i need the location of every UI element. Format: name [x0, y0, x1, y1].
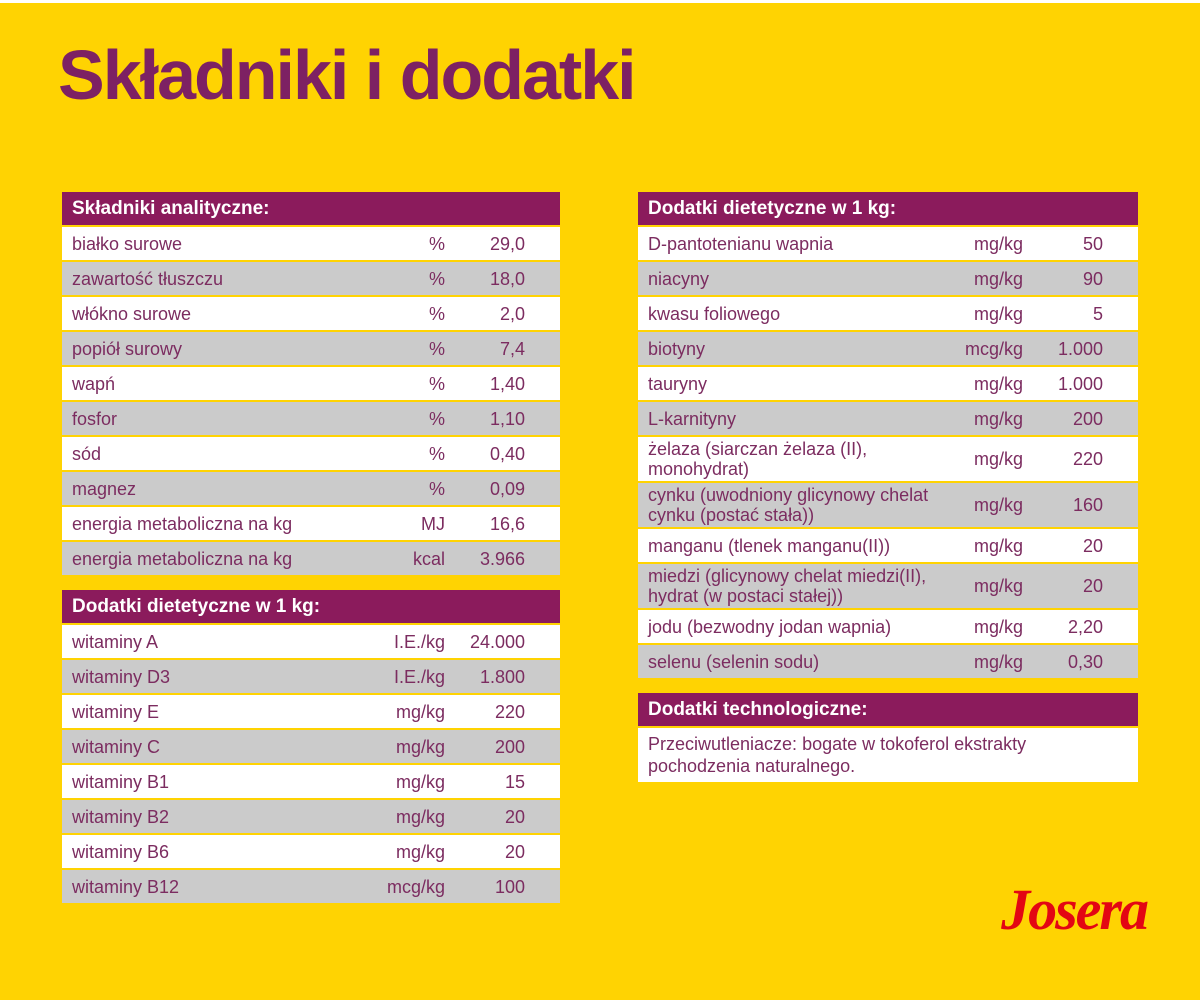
- row-unit: mcg/kg: [964, 338, 1023, 359]
- row-unit: %: [428, 478, 445, 499]
- row-unit: mcg/kg: [386, 876, 445, 897]
- row-unit: MJ: [421, 513, 445, 534]
- row-unit: mg/kg: [395, 701, 445, 722]
- table-row: [62, 695, 560, 728]
- table-header: [638, 693, 1138, 726]
- table-row: [638, 262, 1138, 295]
- row-value: 29,0: [489, 233, 525, 254]
- table-header: [638, 192, 1138, 225]
- row-value: 18,0: [489, 268, 525, 289]
- table-row: [62, 542, 560, 575]
- table-body: [638, 227, 1138, 678]
- row-unit: mg/kg: [973, 616, 1023, 637]
- table-header: [62, 590, 560, 623]
- row-label: jodu (bezwodny jodan wapnia): [648, 616, 892, 637]
- row-unit: I.E./kg: [393, 666, 445, 687]
- row-label: sód: [72, 443, 102, 464]
- table-row: [638, 297, 1138, 330]
- row-label: witaminy B6: [72, 841, 170, 862]
- table-row: [638, 402, 1138, 435]
- table-header-label: Dodatki technologiczne:: [648, 698, 868, 720]
- row-unit: %: [428, 233, 445, 254]
- table-row: [638, 437, 1138, 481]
- row-unit: %: [428, 373, 445, 394]
- table-row: [638, 529, 1138, 562]
- row-value: 1,10: [489, 408, 525, 429]
- row-label: witaminy B1: [72, 771, 170, 792]
- row-value: 1.000: [1057, 373, 1103, 394]
- row-label: żelaza (siarczan żelaza (II), monohydrat): [648, 439, 868, 479]
- table-row: [62, 507, 560, 540]
- row-value: 5: [1092, 303, 1103, 324]
- table-row: [638, 610, 1138, 643]
- right-column: [638, 192, 1138, 784]
- row-label: witaminy D3: [72, 666, 171, 687]
- row-unit: mg/kg: [973, 303, 1023, 324]
- row-label: popiół surowy: [72, 338, 183, 359]
- table-header: [62, 192, 560, 225]
- table-row: [638, 227, 1138, 260]
- row-value: 20: [1082, 576, 1103, 596]
- table-row: [62, 402, 560, 435]
- table-row: [62, 367, 560, 400]
- row-unit: %: [428, 408, 445, 429]
- row-value: 0,40: [489, 443, 525, 464]
- table-row: [62, 472, 560, 505]
- row-unit: mg/kg: [395, 841, 445, 862]
- row-label: D-pantotenianu wapnia: [648, 233, 834, 254]
- row-value: 1.800: [479, 666, 525, 687]
- table-body: [62, 227, 560, 575]
- row-label: witaminy B12: [72, 876, 180, 897]
- row-label: magnez: [72, 478, 137, 499]
- row-label: białko surowe: [72, 233, 183, 254]
- table-row: [62, 730, 560, 763]
- row-value: 16,6: [489, 513, 525, 534]
- row-value: 220: [1072, 449, 1103, 469]
- table-row: [638, 564, 1138, 608]
- row-value: 1,40: [489, 373, 525, 394]
- row-unit: mg/kg: [973, 495, 1023, 515]
- table-header-label: Dodatki dietetyczne w 1 kg:: [72, 595, 321, 617]
- table-row: [62, 660, 560, 693]
- table-row: [62, 765, 560, 798]
- row-label: tauryny: [648, 373, 708, 394]
- row-value: 1.000: [1057, 338, 1103, 359]
- row-label: włókno surowe: [72, 303, 192, 324]
- table-header-label: Dodatki dietetyczne w 1 kg:: [648, 197, 897, 219]
- row-label: cynku (uwodniony glicynowy chelat cynku (postać stała)): [648, 485, 929, 525]
- row-label: witaminy E: [72, 701, 160, 722]
- table-row: [638, 645, 1138, 678]
- table-row: [62, 835, 560, 868]
- row-label: energia metaboliczna na kg: [72, 513, 293, 534]
- row-label: fosfor: [72, 408, 118, 429]
- row-label: biotyny: [648, 338, 706, 359]
- row-label: L-karnityny: [648, 408, 737, 429]
- top-edge-strip: [0, 0, 1200, 3]
- row-unit: mg/kg: [973, 408, 1023, 429]
- row-value: 20: [504, 806, 525, 827]
- technological-body-label: Przeciwutleniacze: bogate w tokoferol ekstrakty pochodzenia naturalnego.: [648, 734, 1027, 776]
- row-value: 7,4: [499, 338, 525, 359]
- left-column: [62, 192, 560, 905]
- row-value: 24.000: [469, 631, 525, 652]
- row-label: niacyny: [648, 268, 710, 289]
- row-unit: kcal: [412, 548, 445, 569]
- row-unit: mg/kg: [395, 806, 445, 827]
- row-value: 160: [1072, 495, 1103, 515]
- row-label: witaminy A: [72, 631, 159, 652]
- row-value: 200: [1072, 408, 1103, 429]
- row-unit: mg/kg: [395, 736, 445, 757]
- row-label: zawartość tłuszczu: [72, 268, 224, 289]
- row-label: manganu (tlenek manganu(II)): [648, 535, 891, 556]
- table-row: [62, 625, 560, 658]
- table-row: [62, 227, 560, 260]
- row-label: witaminy C: [72, 736, 161, 757]
- row-unit: mg/kg: [973, 576, 1023, 596]
- row-value: 200: [494, 736, 525, 757]
- row-unit: mg/kg: [973, 449, 1023, 469]
- table-row: [638, 483, 1138, 527]
- row-value: 220: [494, 701, 525, 722]
- row-value: 2,0: [499, 303, 525, 324]
- josera-logo: Josera: [1001, 877, 1147, 942]
- row-label: selenu (selenin sodu): [648, 651, 820, 672]
- table-row: [62, 437, 560, 470]
- row-label: energia metaboliczna na kg: [72, 548, 293, 569]
- row-unit: mg/kg: [973, 373, 1023, 394]
- row-label: witaminy B2: [72, 806, 170, 827]
- table-header-label: Składniki analityczne:: [72, 197, 270, 219]
- row-value: 90: [1082, 268, 1103, 289]
- row-label: kwasu foliowego: [648, 303, 781, 324]
- row-unit: %: [428, 443, 445, 464]
- row-label: miedzi (glicynowy chelat miedzi(II), hydrat (w postaci stałej)): [648, 566, 927, 606]
- table-body: [62, 625, 560, 903]
- row-value: 20: [504, 841, 525, 862]
- table-row: [62, 262, 560, 295]
- row-value: 3.966: [479, 548, 525, 569]
- technological-additives-section: [638, 693, 1138, 782]
- row-value: 50: [1082, 233, 1103, 254]
- row-value: 0,30: [1067, 651, 1103, 672]
- row-label: wapń: [72, 373, 116, 394]
- technological-body-text: [638, 728, 1138, 782]
- row-unit: mg/kg: [973, 233, 1023, 254]
- table-row: [62, 297, 560, 330]
- analytical-components-table: [62, 192, 560, 575]
- table-row: [638, 332, 1138, 365]
- row-unit: I.E./kg: [393, 631, 445, 652]
- dietary-additives-left-table: [62, 590, 560, 903]
- row-unit: mg/kg: [973, 268, 1023, 289]
- page-title: Składniki i dodatki: [58, 36, 635, 114]
- row-value: 2,20: [1067, 616, 1103, 637]
- row-unit: mg/kg: [395, 771, 445, 792]
- row-value: 0,09: [489, 478, 525, 499]
- row-unit: mg/kg: [973, 535, 1023, 556]
- table-row: [62, 332, 560, 365]
- row-unit: %: [428, 268, 445, 289]
- row-value: 15: [504, 771, 525, 792]
- row-unit: mg/kg: [973, 651, 1023, 672]
- row-value: 20: [1082, 535, 1103, 556]
- table-row: [62, 870, 560, 903]
- dietary-additives-right-table: [638, 192, 1138, 678]
- row-unit: %: [428, 303, 445, 324]
- table-row: [62, 800, 560, 833]
- row-value: 100: [494, 876, 525, 897]
- table-row: [638, 367, 1138, 400]
- row-unit: %: [428, 338, 445, 359]
